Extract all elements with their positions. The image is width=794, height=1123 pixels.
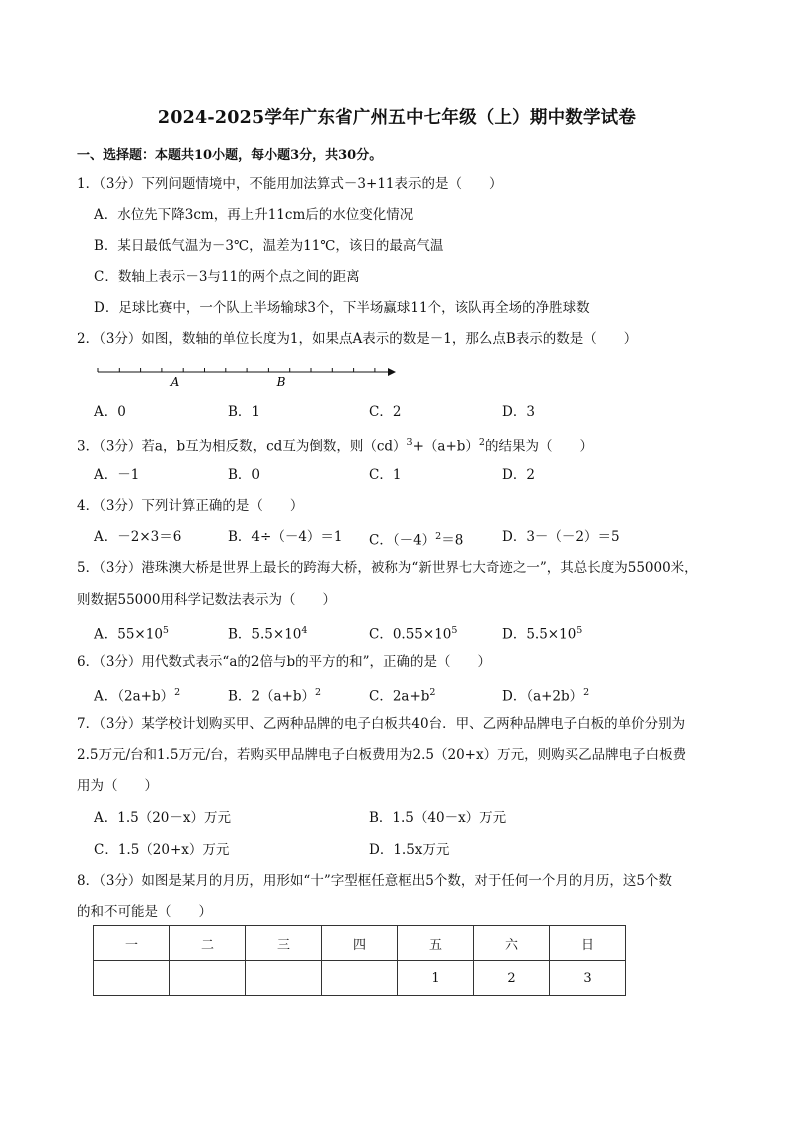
q5-option-c-exp: 5 (451, 625, 458, 636)
q3-stem-pre: 3．（3分）若a，b互为相反数，cd互为倒数，则（cd） (77, 438, 407, 455)
q6-option-a-base: A．（2a+b） (94, 688, 175, 705)
q7-stem-line2: 2.5万元/台和1.5万元/台，若购买甲品牌电子白板费用为2.5（20+x）万元，则购买乙品牌电子白板费 (77, 747, 687, 763)
q6-option-d-base: D．（a+2b） (502, 688, 584, 705)
q3-option-d: D．2 (502, 467, 535, 483)
q8-stem-line2: 的和不可能是（ ） (77, 904, 212, 920)
q5-stem-line1: 5．（3分）港珠澳大桥是世界上最长的跨海大桥，被称为“新世界七大奇迹之一”，其总长度为55000米， (77, 560, 698, 576)
q1-option-c: C．数轴上表示－3与11的两个点之间的距离 (94, 269, 360, 285)
q5-option-d-exp: 5 (576, 625, 583, 636)
point-b-label: B (276, 375, 286, 389)
q5-option-c-base: C．0.55×10 (369, 626, 452, 643)
q7-option-b: B．1.5（40－x）万元 (369, 810, 507, 826)
q2-option-b: B．1 (228, 404, 261, 420)
q5-stem-line2: 则数据55000用科学记数法表示为（ ） (77, 592, 336, 608)
q7-option-d: D．1.5x万元 (369, 842, 450, 858)
calendar-header-cell: 五 (398, 926, 474, 961)
q4-option-a: A．－2×3＝6 (94, 529, 182, 545)
calendar-row (94, 961, 626, 996)
q1-option-d: D．足球比赛中，一个队上半场输球3个，下半场赢球11个，该队再全场的净胜球数 (94, 300, 590, 316)
q1-option-a: A．水位先下降3cm，再上升11cm后的水位变化情况 (94, 207, 414, 223)
q1-stem: 1．（3分）下列问题情境中，不能用加法算式－3+11表示的是（ ） (77, 176, 503, 192)
calendar-cell (170, 961, 246, 996)
q6-option-d (502, 683, 589, 707)
q4-option-c-tail: ＝8 (441, 532, 464, 549)
calendar-cell (94, 961, 170, 996)
q6-stem: 6．（3分）用代数式表示“a的2倍与b的平方的和”，正确的是（ ） (77, 654, 492, 670)
q4-option-d: D．3－（－2）＝5 (502, 529, 620, 545)
calendar-header-cell: 六 (474, 926, 550, 961)
calendar-header-cell: 二 (170, 926, 246, 961)
q6-option-b-exp: 2 (315, 687, 322, 698)
calendar-header-cell: 四 (322, 926, 398, 961)
number-line-ticks (98, 368, 375, 372)
number-line-arrow (388, 368, 396, 376)
q6-option-c (369, 683, 435, 707)
q1-option-b: B．某日最低气温为－3℃，温差为11℃，该日的最高气温 (94, 238, 444, 254)
q3-option-b: B．0 (228, 467, 261, 483)
q5-option-c (369, 621, 457, 645)
q3-option-c: C．1 (369, 467, 402, 483)
q2-option-d: D．3 (502, 404, 535, 420)
q4-option-c-exp: 2 (435, 531, 442, 542)
calendar-cell: 3 (550, 961, 626, 996)
q5-option-d (502, 621, 582, 645)
q4-option-b: B．4÷（－4）＝1 (228, 529, 343, 545)
q6-option-b-base: B．2（a+b） (228, 688, 316, 705)
q3-option-a: A．－1 (94, 467, 140, 483)
q5-option-b-base: B．5.5×10 (228, 626, 302, 643)
q8-stem-line1: 8．（3分）如图是某月的月历，用形如“十”字型框任意框出5个数，对于任何一个月的月历，这5个数 (77, 873, 672, 889)
calendar-table (93, 925, 626, 996)
q5-option-b-exp: 4 (301, 625, 308, 636)
q5-option-d-base: D．5.5×10 (502, 626, 577, 643)
q6-option-c-exp: 2 (429, 687, 436, 698)
q3-stem-post: 的结果为（ ） (484, 438, 593, 455)
q5-option-a-exp: 5 (162, 625, 169, 636)
q4-option-c-base: C．（－4） (369, 532, 436, 549)
q3-exp1: 3 (406, 437, 413, 448)
exam-title: 2024-2025学年广东省广州五中七年级（上）期中数学试卷 (157, 108, 637, 128)
q6-option-d-exp: 2 (583, 687, 590, 698)
number-line-figure (92, 360, 402, 392)
q4-stem: 4．（3分）下列计算正确的是（ ） (77, 498, 304, 514)
calendar-header-row (94, 926, 626, 961)
q5-option-a (94, 621, 169, 645)
calendar-cell (322, 961, 398, 996)
q2-option-a: A．0 (94, 404, 126, 420)
q6-option-a-exp: 2 (174, 687, 181, 698)
q6-option-a (94, 683, 180, 707)
q6-option-b (228, 683, 321, 707)
calendar-cell (246, 961, 322, 996)
q3-stem (77, 433, 593, 457)
q2-stem: 2．（3分）如图，数轴的单位长度为1，如果点A表示的数是－1，那么点B表示的数是（ ） (77, 331, 638, 347)
q7-stem-line3: 用为（ ） (77, 778, 158, 794)
q7-option-a: A．1.5（20－x）万元 (94, 810, 232, 826)
q6-option-c-base: C．2a+b (369, 688, 430, 705)
calendar-header-cell: 日 (550, 926, 626, 961)
q2-option-c: C．2 (369, 404, 402, 420)
q7-option-c: C．1.5（20+x）万元 (94, 842, 230, 858)
q4-option-c (369, 527, 463, 551)
q5-option-b (228, 621, 307, 645)
calendar-cell: 1 (398, 961, 474, 996)
calendar-header-cell: 三 (246, 926, 322, 961)
calendar-cell: 2 (474, 961, 550, 996)
q7-stem-line1: 7．（3分）某学校计划购买甲、乙两种品牌的电子白板共40台．甲、乙两种品牌电子白板的单价分别为 (77, 716, 686, 732)
point-a-label: A (170, 375, 180, 389)
section-heading: 一、选择题：本题共10小题，每小题3分，共30分。 (77, 148, 383, 163)
q3-exp2: 2 (478, 437, 485, 448)
calendar-header-cell: 一 (94, 926, 170, 961)
q5-option-a-base: A．55×10 (94, 626, 163, 643)
q3-stem-mid: +（a+b） (412, 438, 479, 455)
